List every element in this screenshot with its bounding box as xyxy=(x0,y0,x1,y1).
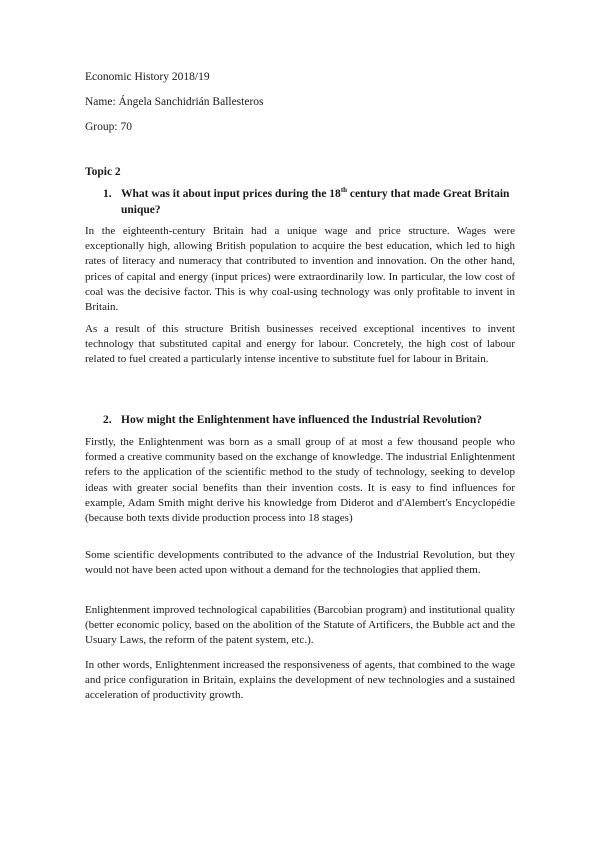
question-2-text: How might the Enlightenment have influenced the Industrial Revolution? xyxy=(121,414,482,426)
section-2-paragraph-4: In other words, Enlightenment increased the responsiveness of agents, that combined to the wage and price configuration in Britain, explains the development of new technologies and a sustained acceleration of productivity growth. xyxy=(85,659,515,702)
question-2-number: 2. xyxy=(103,414,112,426)
student-name: Name: Ángela Sanchidrián Ballesteros xyxy=(85,96,264,108)
topic-heading: Topic 2 xyxy=(85,166,121,178)
question-1-text xyxy=(121,187,515,218)
section-1-paragraph-2: As a result of this structure British businesses received exceptional incentives to invent technology that substituted capital and energy for labour. Concretely, the high cost of labour related to fuel created a particularly intense incentive to substitute fuel for labour in Britain. xyxy=(85,323,515,366)
question-1-text-part1: What was it about input prices during the 18 xyxy=(121,188,341,200)
question-1-heading xyxy=(85,187,515,218)
section-2-paragraph-1: Firstly, the Enlightenment was born as a small group of at most a few thousand people who formed a creative community based on the exchange of knowledge. The industrial Enlightenment refers to the application of the scientific method to the study of technology, seeking to develop ideas with greater social benefits than their invention costs. It is easy to find influences for example, Adam Smith might derive his knowledge from Diderot and d'Alembert's Encyclopédie (because both texts divide production process into 18 stages) xyxy=(85,436,515,525)
course-line: Economic History 2018/19 xyxy=(85,71,210,83)
section-2-paragraph-2: Some scientific developments contributed to the advance of the Industrial Revolution, but they would not have been acted upon without a demand for the technologies that applied them. xyxy=(85,549,515,577)
question-2-heading xyxy=(85,413,515,429)
section-1-paragraph-1: In the eighteenth-century Britain had a unique wage and price structure. Wages were exceptionally high, allowing British population to acquire the best education, which led to high rates of literacy and numeracy that contributed to invention and innovation. On the other hand, prices of capital and energy (input prices) were extraordinarily low. In particular, the low cost of coal was the decisive factor. This is why coal-using technology was only profitable to invent in Britain. xyxy=(85,225,515,314)
group-line: Group: 70 xyxy=(85,121,132,133)
section-2-paragraph-3: Enlightenment improved technological capabilities (Barcobian program) and institutional quality (better economic policy, based on the abolition of the Statute of Artificers, the Bubble act and the Usuary Laws, the reform of the patent system, etc.). xyxy=(85,604,515,647)
question-1-superscript: th xyxy=(340,186,348,194)
question-1-text-part2: century that made Great Britain unique? xyxy=(121,188,510,216)
question-1-number: 1. xyxy=(103,188,112,200)
